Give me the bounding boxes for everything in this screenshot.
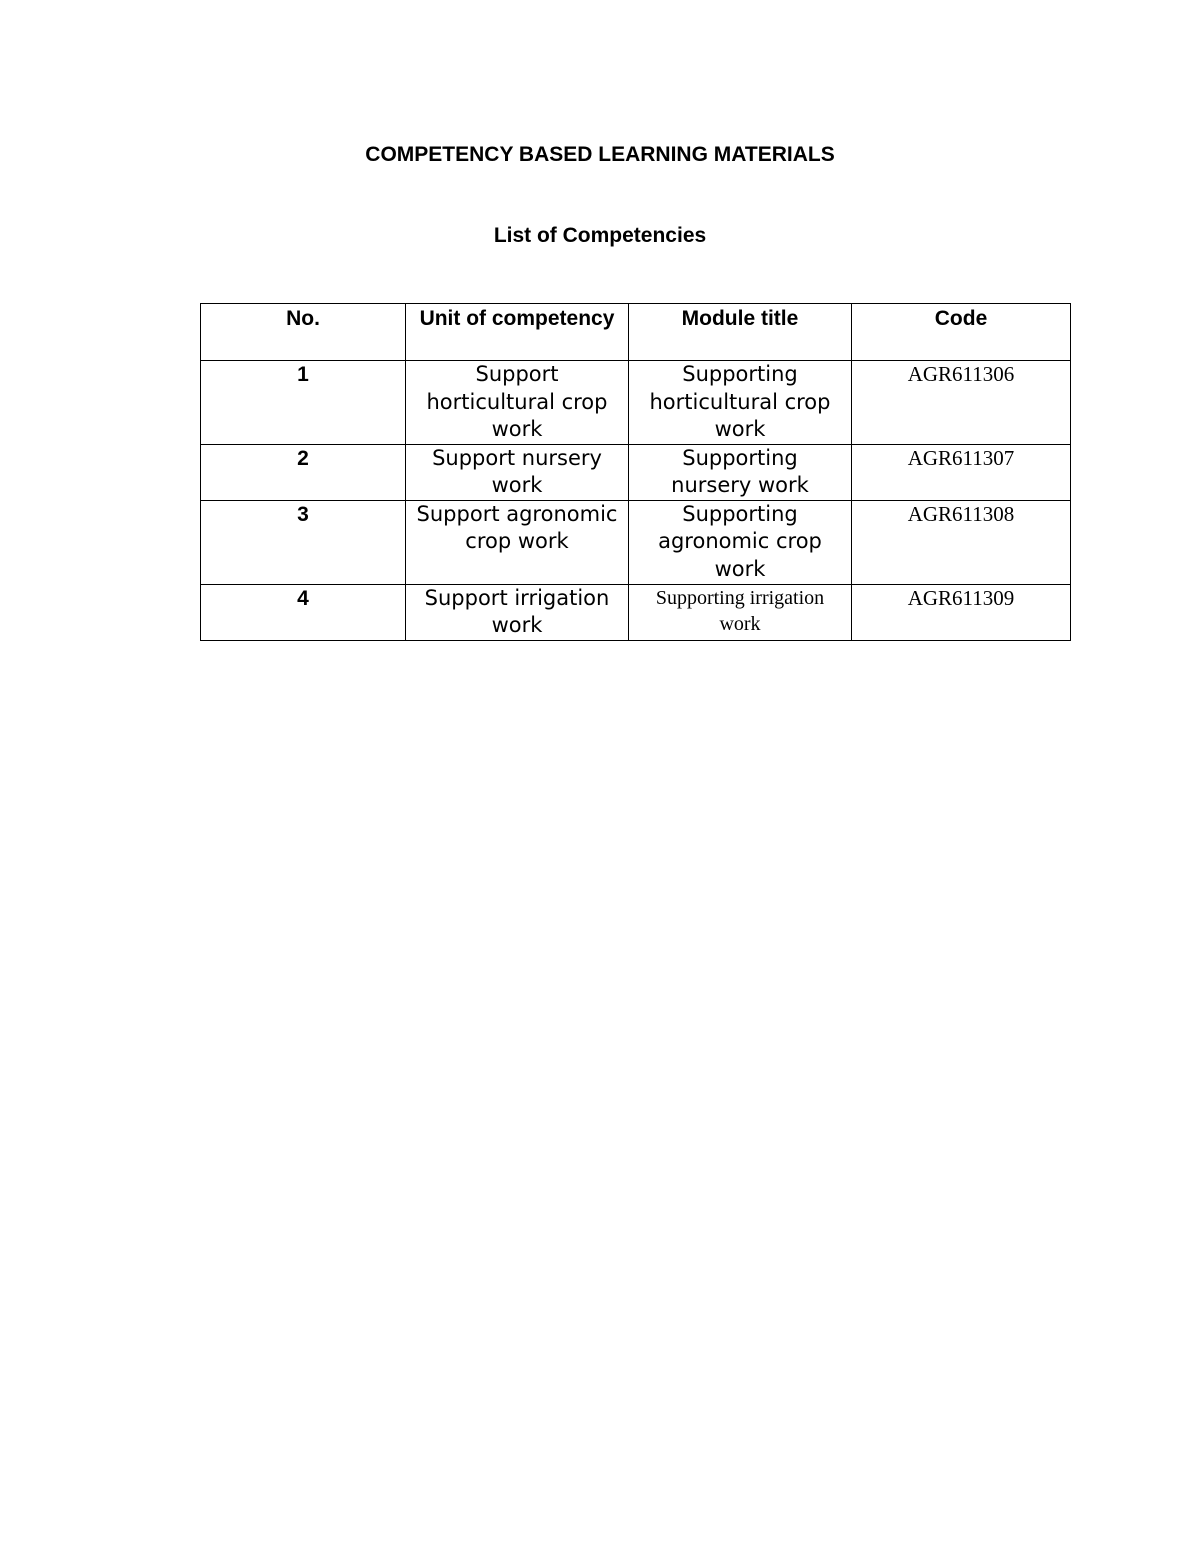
row-number: 2 (201, 444, 406, 500)
row-number: 1 (201, 361, 406, 445)
document-subtitle: List of Competencies (493, 224, 707, 247)
header-unit-of-competency: Unit of competency (406, 304, 629, 361)
unit-of-competency: Support irrigation work (406, 584, 629, 640)
table-row (201, 584, 1071, 640)
module-title: Supporting horticultural crop work (629, 361, 852, 445)
module-title: Supporting irrigation work (629, 584, 852, 640)
header-code: Code (852, 304, 1071, 361)
table-row (201, 361, 1071, 445)
module-title: Supporting agronomic crop work (629, 500, 852, 584)
module-code: AGR611308 (852, 500, 1071, 584)
row-number: 4 (201, 584, 406, 640)
module-code: AGR611307 (852, 444, 1071, 500)
header-no: No. (201, 304, 406, 361)
competencies-table (200, 303, 1071, 641)
unit-of-competency: Support horticultural crop work (406, 361, 629, 445)
module-code: AGR611309 (852, 584, 1071, 640)
module-title: Supporting nursery work (629, 444, 852, 500)
module-code: AGR611306 (852, 361, 1071, 445)
document-title: COMPETENCY BASED LEARNING MATERIALS (365, 143, 835, 166)
row-number: 3 (201, 500, 406, 584)
header-module-title: Module title (629, 304, 852, 361)
table-header-row (201, 304, 1071, 361)
unit-of-competency: Support nursery work (406, 444, 629, 500)
unit-of-competency: Support agronomic crop work (406, 500, 629, 584)
table-row (201, 444, 1071, 500)
table-row (201, 500, 1071, 584)
